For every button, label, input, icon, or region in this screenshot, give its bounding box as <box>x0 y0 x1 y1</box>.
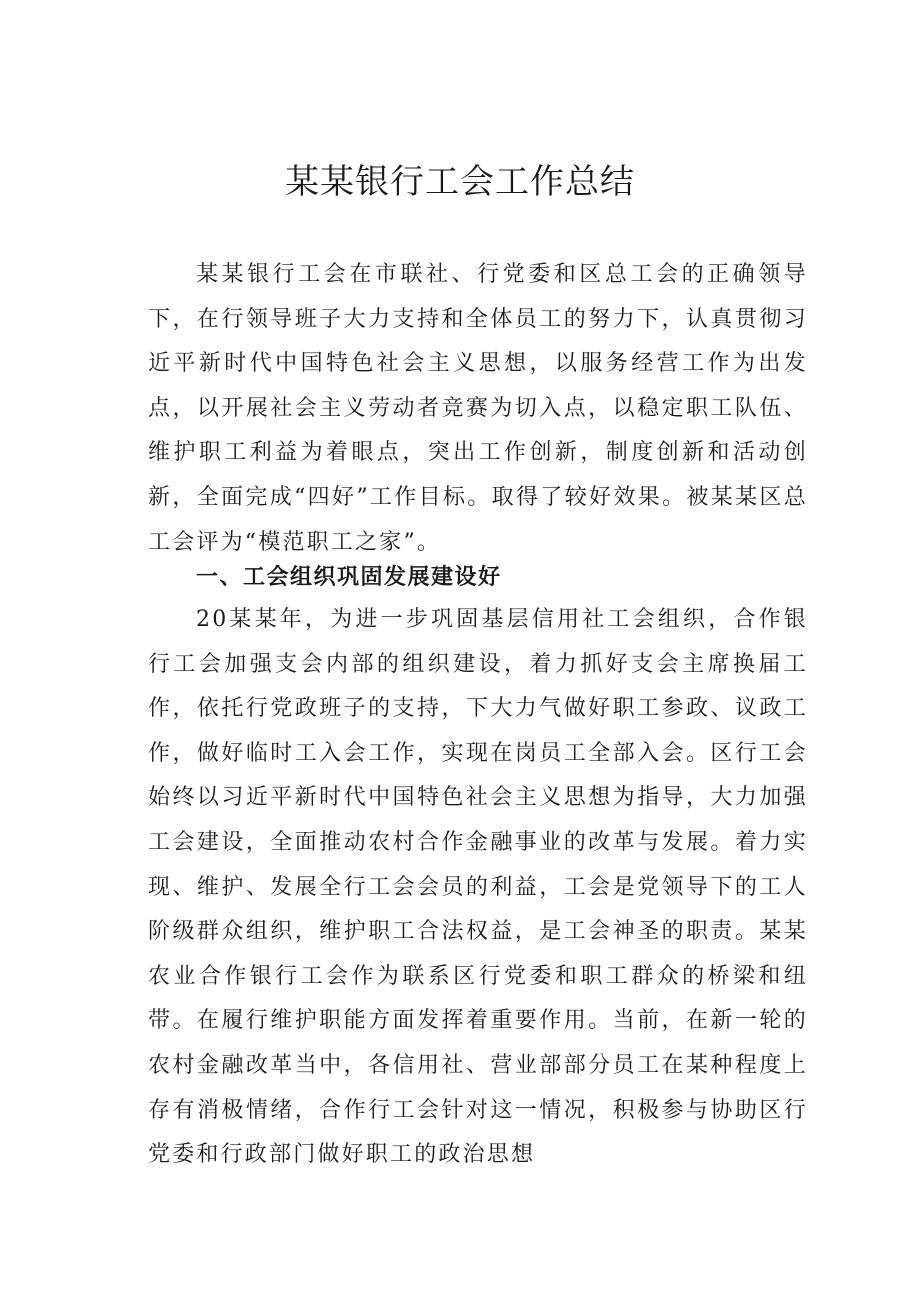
section-heading-1: 一、工会组织巩固发展建设好 <box>196 565 502 590</box>
document-title: 某某银行工会工作总结 <box>285 162 635 202</box>
section-1-paragraph: 20某某年，为进一步巩固基层信用社工会组织，合作银行工会加强支会内部的组织建设，着力抓好支会主席换届工作，依托行党政班子的支持，下大力气做好职工参政、议政工作，做好临时工入会工作，实现在岗员工全部入会。区行工会始终以习近平新时代中国特色社会主义思想为指导，大力加强工会建设，全面推动农村合作金融事业的改革与发展。着力实现、维护、发展全行工会会员的利益，工会是党领导下的工人阶级群众组织，维护职工合法权益，是工会神圣的职责。某某农业合作银行工会作为联系区行党委和职工群众的桥梁和纽带。在履行维护职能方面发挥着重要作用。当前，在新一轮的农村金融改革当中，各信用社、营业部部分员工在某种程度上存有消极情绪，合作行工会针对这一情况，积极参与协助区行党委和行政部门做好职工的政治思想 <box>148 607 808 1168</box>
intro-paragraph: 某某银行工会在市联社、行党委和区总工会的正确领导下，在行领导班子大力支持和全体员工的努力下，认真贯彻习近平新时代中国特色社会主义思想，以服务经营工作为出发点，以开展社会主义劳动者竞赛为切入点，以稳定职工队伍、维护职工利益为着眼点，突出工作创新，制度创新和活动创新，全面完成“四好”工作目标。取得了较好效果。被某某区总工会评为“模范职工之家”。 <box>148 262 808 555</box>
